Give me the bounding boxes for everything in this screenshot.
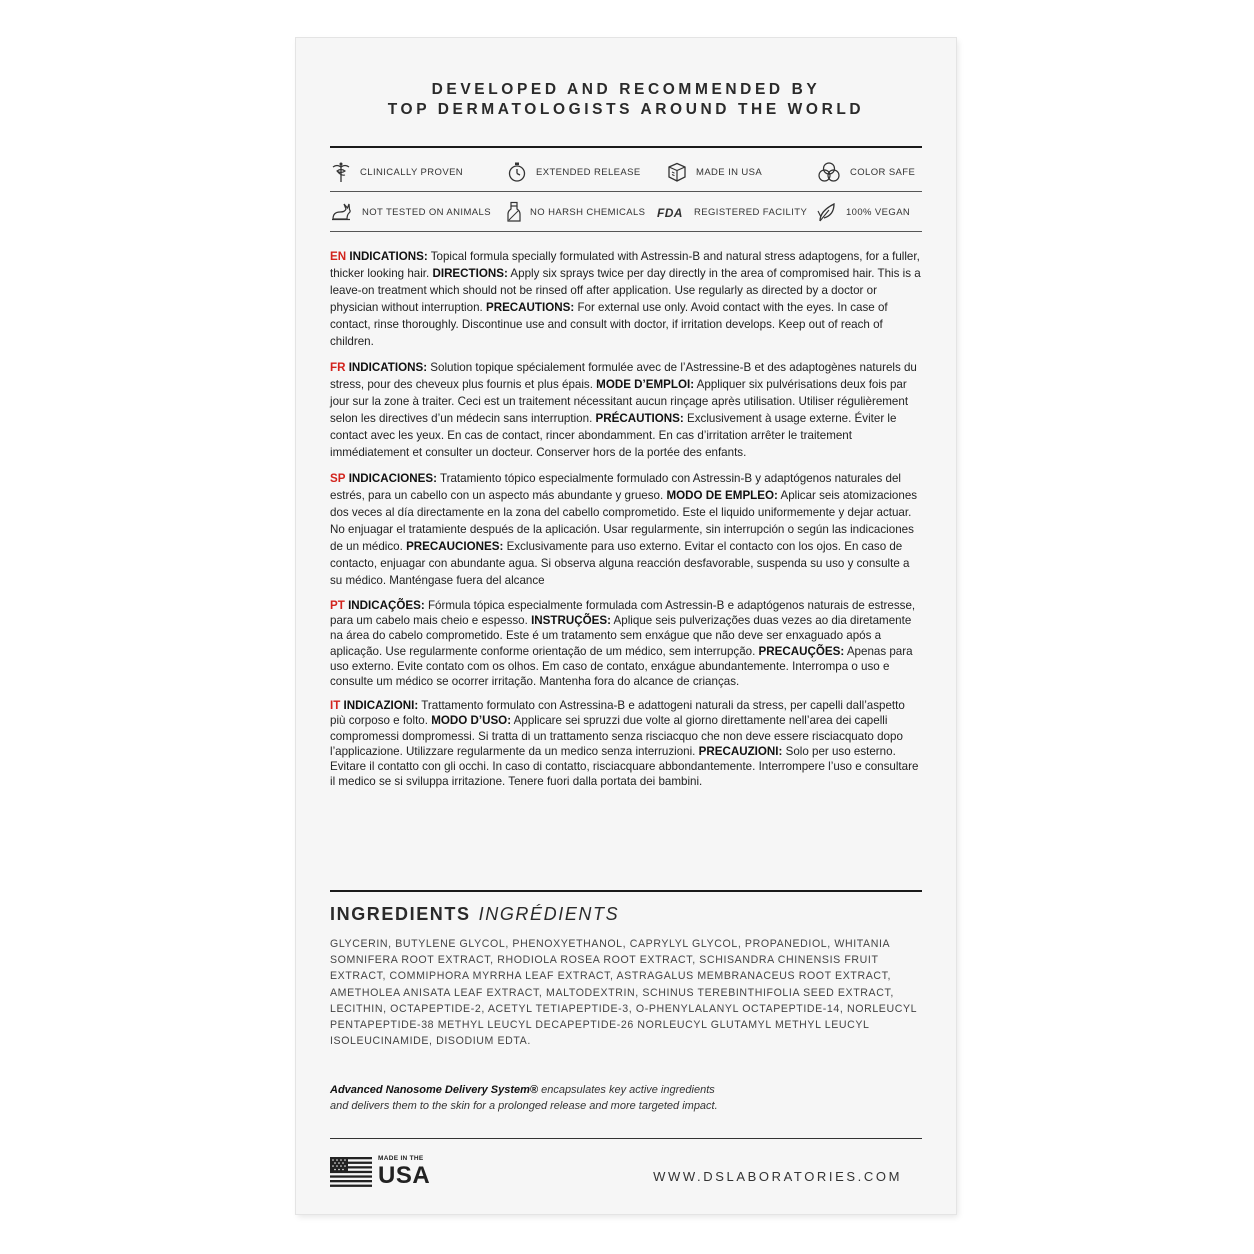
text-directions: Aplicar seis atomizaciones dos veces al día directamente en la zona del cabello comprometido. Este el liquido uniformemente y dejar actuar. No enjuagar el tratamiente después de la aplicación. Usar regularmente, sin interrupción o según las indicaciones de un médico. xyxy=(330,489,918,553)
text-directions-continued: da un medico senza interruzioni. xyxy=(528,744,699,758)
badge-100-vegan xyxy=(816,201,910,223)
caduceus-icon xyxy=(330,161,352,183)
text-indications: Trattamento formulato con Astressina-B e adattogeni naturali da stress, per capelli dall’aspetto più corposo e folto. xyxy=(330,699,905,728)
ingredients-title-en: INGREDIENTS xyxy=(330,904,471,924)
text-precautions: Apenas para uso externo. Evite contato com os olhos. Em caso de contato, enxágue abundantemente. Interrompa o uso e consulte um médico se ocorrer irritação. Mantenha fora do alcance de crianças. xyxy=(330,644,913,689)
heading-directions: MODE D’EMPLOI: xyxy=(596,378,695,391)
badges-top-rule xyxy=(330,146,922,148)
badges-bottom-rule xyxy=(330,231,922,232)
language-code: SP xyxy=(330,472,346,485)
heading-precautions: PRECAUZIONI: xyxy=(698,744,783,758)
text-indications: Topical formula specially formulated with Astressin-B and natural stress adaptogens, for a fuller, thicker looking hair. xyxy=(330,250,920,280)
badge-label: NOT TESTED ON ANIMALS xyxy=(362,206,491,218)
footer-rule xyxy=(330,1138,922,1139)
nanosome-system-name: Advanced Nanosome Delivery System® xyxy=(330,1084,539,1096)
badge-clinically-proven xyxy=(330,161,506,183)
badge-made-in-usa xyxy=(666,161,816,183)
color-circles-icon xyxy=(816,161,842,183)
footer xyxy=(330,1152,922,1192)
heading-indications: INDICATIONS: xyxy=(348,361,428,374)
badge-label: NO HARSH CHEMICALS xyxy=(530,206,646,218)
package-icon xyxy=(666,161,688,183)
section-sp xyxy=(330,470,922,589)
badges-row-1 xyxy=(330,153,922,191)
heading-directions: DIRECTIONS: xyxy=(432,267,508,280)
ingredients-heading xyxy=(330,904,922,925)
product-box-back xyxy=(296,38,956,1214)
language-code: PT xyxy=(330,599,345,612)
fda-icon xyxy=(656,201,686,223)
text-directions: Apply six sprays twice per day directly in the area of compromised hair. This is a leave-on treatment which should not be rinsed off after application. Use regularly as directed by a doctor or physician without interruption. xyxy=(330,267,921,314)
svg-text:FDA: FDA xyxy=(657,206,683,220)
leaf-icon xyxy=(816,201,838,223)
heading-directions: INSTRUÇÕES: xyxy=(531,614,611,628)
text-directions: Appliquer six pulvérisations deux fois par jour sur la zone à traiter. Ceci est un traitement nécessitant aucun rinçage après utilisation. Utiliser régulièrement selon les directives d’un médecin sans interruption. xyxy=(330,378,909,425)
heading-precautions: PRÉCAUTIONS: xyxy=(595,412,684,425)
section-it xyxy=(330,698,922,789)
section-en xyxy=(330,248,922,350)
heading-indications: INDICATIONS: xyxy=(349,250,428,263)
badge-not-tested-on-animals xyxy=(330,201,506,223)
badge-color-safe xyxy=(816,161,915,183)
text-indications: Fórmula tópica especialmente formulada com Astressin-B e adaptógenos naturais de estresse, para um cabelo mais cheio e espesso. xyxy=(330,599,916,628)
stopwatch-icon xyxy=(506,161,528,183)
usa-label: USA xyxy=(378,1161,431,1189)
badge-label: CLINICALLY PROVEN xyxy=(360,166,464,178)
badge-label: MADE IN USA xyxy=(696,166,763,178)
made-in-the-label: MADE IN THE xyxy=(378,1155,424,1162)
us-flag-icon xyxy=(330,1157,372,1187)
usage-instructions xyxy=(330,248,922,798)
heading-precautions: PRECAUCIONES: xyxy=(406,540,504,553)
text-directions: Aplique seis pulverizações duas vezes ao dia diretamente na área do cabelo comprometido. Este é um tratamento sem enxágue que não deve ser enxaguado após a aplicação. Use regularmente conforme orientação de um médico, sem interrupção. xyxy=(330,614,912,658)
section-pt xyxy=(330,598,922,689)
website-url: WWW.DSLABORATORIES.COM xyxy=(653,1169,902,1184)
text-precautions: Exclusivamente para uso externo. Evitar el contacto con los ojos. En caso de contacto, enjuagar con abundante agua. Si observa alguna reacción desfavorable, suspenda su uso y consulte a su médico. Manténgase fuera del alcance xyxy=(330,540,910,587)
nanosome-line-2: and delivers them to the skin for a prolonged release and more targeted impact. xyxy=(330,1100,718,1112)
heading-indications: INDICACIONES: xyxy=(348,472,437,485)
ingredients-list: GLYCERIN, BUTYLENE GLYCOL, PHENOXYETHANOL, CAPRYLYL GLYCOL, PROPANEDIOL, WHITANIA SOMNIFERA ROOT EXTRACT, RHODIOLA ROSEA ROOT EXTRACT, SCHISANDRA CHINENSIS FRUIT EXTRACT, COMMIPHORA MYRRHA LEAF EXTRACT, ASTRAGALUS MEMBRANACEUS ROOT EXTRACT, AMETHOLEA ANISATA LEAF EXTRACT, MALTODEXTRIN, SCHINUS TEREBINTHIFOLIA SEED EXTRACT, LECITHIN, OCTAPEPTIDE-2, ACETYL TETIAPEPTIDE-3, O-PHENYLALANYL OCTAPEPTIDE-14, NORLEUCYL PENTAPEPTIDE-38 METHYL LEUCYL DECAPEPTIDE-26 NORLEUCYL GLUTAMYL METHYL LEUCYL ISOLEUCINAMIDE, DISODIUM EDTA. xyxy=(330,938,917,1048)
heading-precautions: PRECAUTIONS: xyxy=(485,301,575,314)
heading-directions: MODO D’USO: xyxy=(431,714,512,728)
badge-registered-facility xyxy=(656,201,816,223)
badges-row-2 xyxy=(330,193,922,231)
ingredients-title-fr: INGRÉDIENTS xyxy=(478,904,620,924)
text-directions: Applicare sei spruzzi due volte al giorno direttamente nell’area dei capelli compromessi dompromessi. Si tratta di un trattamento senza risciacquo che non deve essere risciacquato dopo l’applicazione. Utilizzare regularmente xyxy=(330,714,903,758)
text-precautions: Solo per uso esterno. Evitare il contatto con gli occhi. In caso di contatto, risciacquare abbondantemente. Interrompere l’uso e consultare il medico se si sviluppa irritazione. Tenere fuori dalla portata dei bambini. xyxy=(330,744,919,789)
headline xyxy=(330,80,922,120)
nanosome-note xyxy=(330,1082,922,1114)
badge-extended-release xyxy=(506,161,666,183)
headline-line-2: TOP DERMATOLOGISTS AROUND THE WORLD xyxy=(387,101,865,118)
bottle-icon xyxy=(506,201,522,223)
text-precautions: Exclusivement à usage externe. Éviter le contact avec les yeux. En cas de contact, rincer abondamment. En cas d’irritation arrêter le traitement immédiatement et consulter un docteur. Conserver hors de la portée des enfants. xyxy=(330,412,897,459)
heading-indications: INDICAZIONI: xyxy=(343,699,419,713)
language-code: FR xyxy=(330,361,346,374)
badge-label: EXTENDED RELEASE xyxy=(536,166,641,178)
badges-middle-rule xyxy=(330,191,922,192)
text-precautions: For external use only. Avoid contact with the eyes. In case of contact, rinse thoroughly. Discontinue use and consult with doctor, if irritation develops. Keep out of reach of children. xyxy=(330,301,888,348)
heading-precautions: PRECAUÇÕES: xyxy=(758,644,845,658)
language-code: EN xyxy=(330,250,347,263)
heading-indications: INDICAÇÕES: xyxy=(348,599,425,612)
language-code: IT xyxy=(330,699,341,713)
nanosome-line-1: encapsulates key active ingredients xyxy=(538,1084,715,1096)
section-fr xyxy=(330,359,922,461)
badge-label: COLOR SAFE xyxy=(850,166,916,178)
ingredients-top-rule xyxy=(330,890,922,892)
badge-no-harsh-chemicals xyxy=(506,201,656,223)
made-in-usa-logo xyxy=(330,1156,430,1188)
headline-line-1: DEVELOPED AND RECOMMENDED BY xyxy=(431,81,821,98)
heading-directions: MODO DE EMPLEO: xyxy=(666,489,778,502)
text-indications: Solution topique spécialement formulée avec de l’Astressine-B et des adaptogènes naturels du stress, pour des cheveux plus fournis et plus épais. xyxy=(330,361,917,391)
rabbit-icon xyxy=(330,201,354,223)
text-indications: Tratamiento tópico especialmente formulado con Astressin-B y adaptógenos naturales del estrés, para un cabello con un aspecto más abundante y grueso. xyxy=(330,472,901,502)
badge-label: 100% VEGAN xyxy=(846,206,911,218)
badge-label: REGISTERED FACILITY xyxy=(694,206,808,218)
